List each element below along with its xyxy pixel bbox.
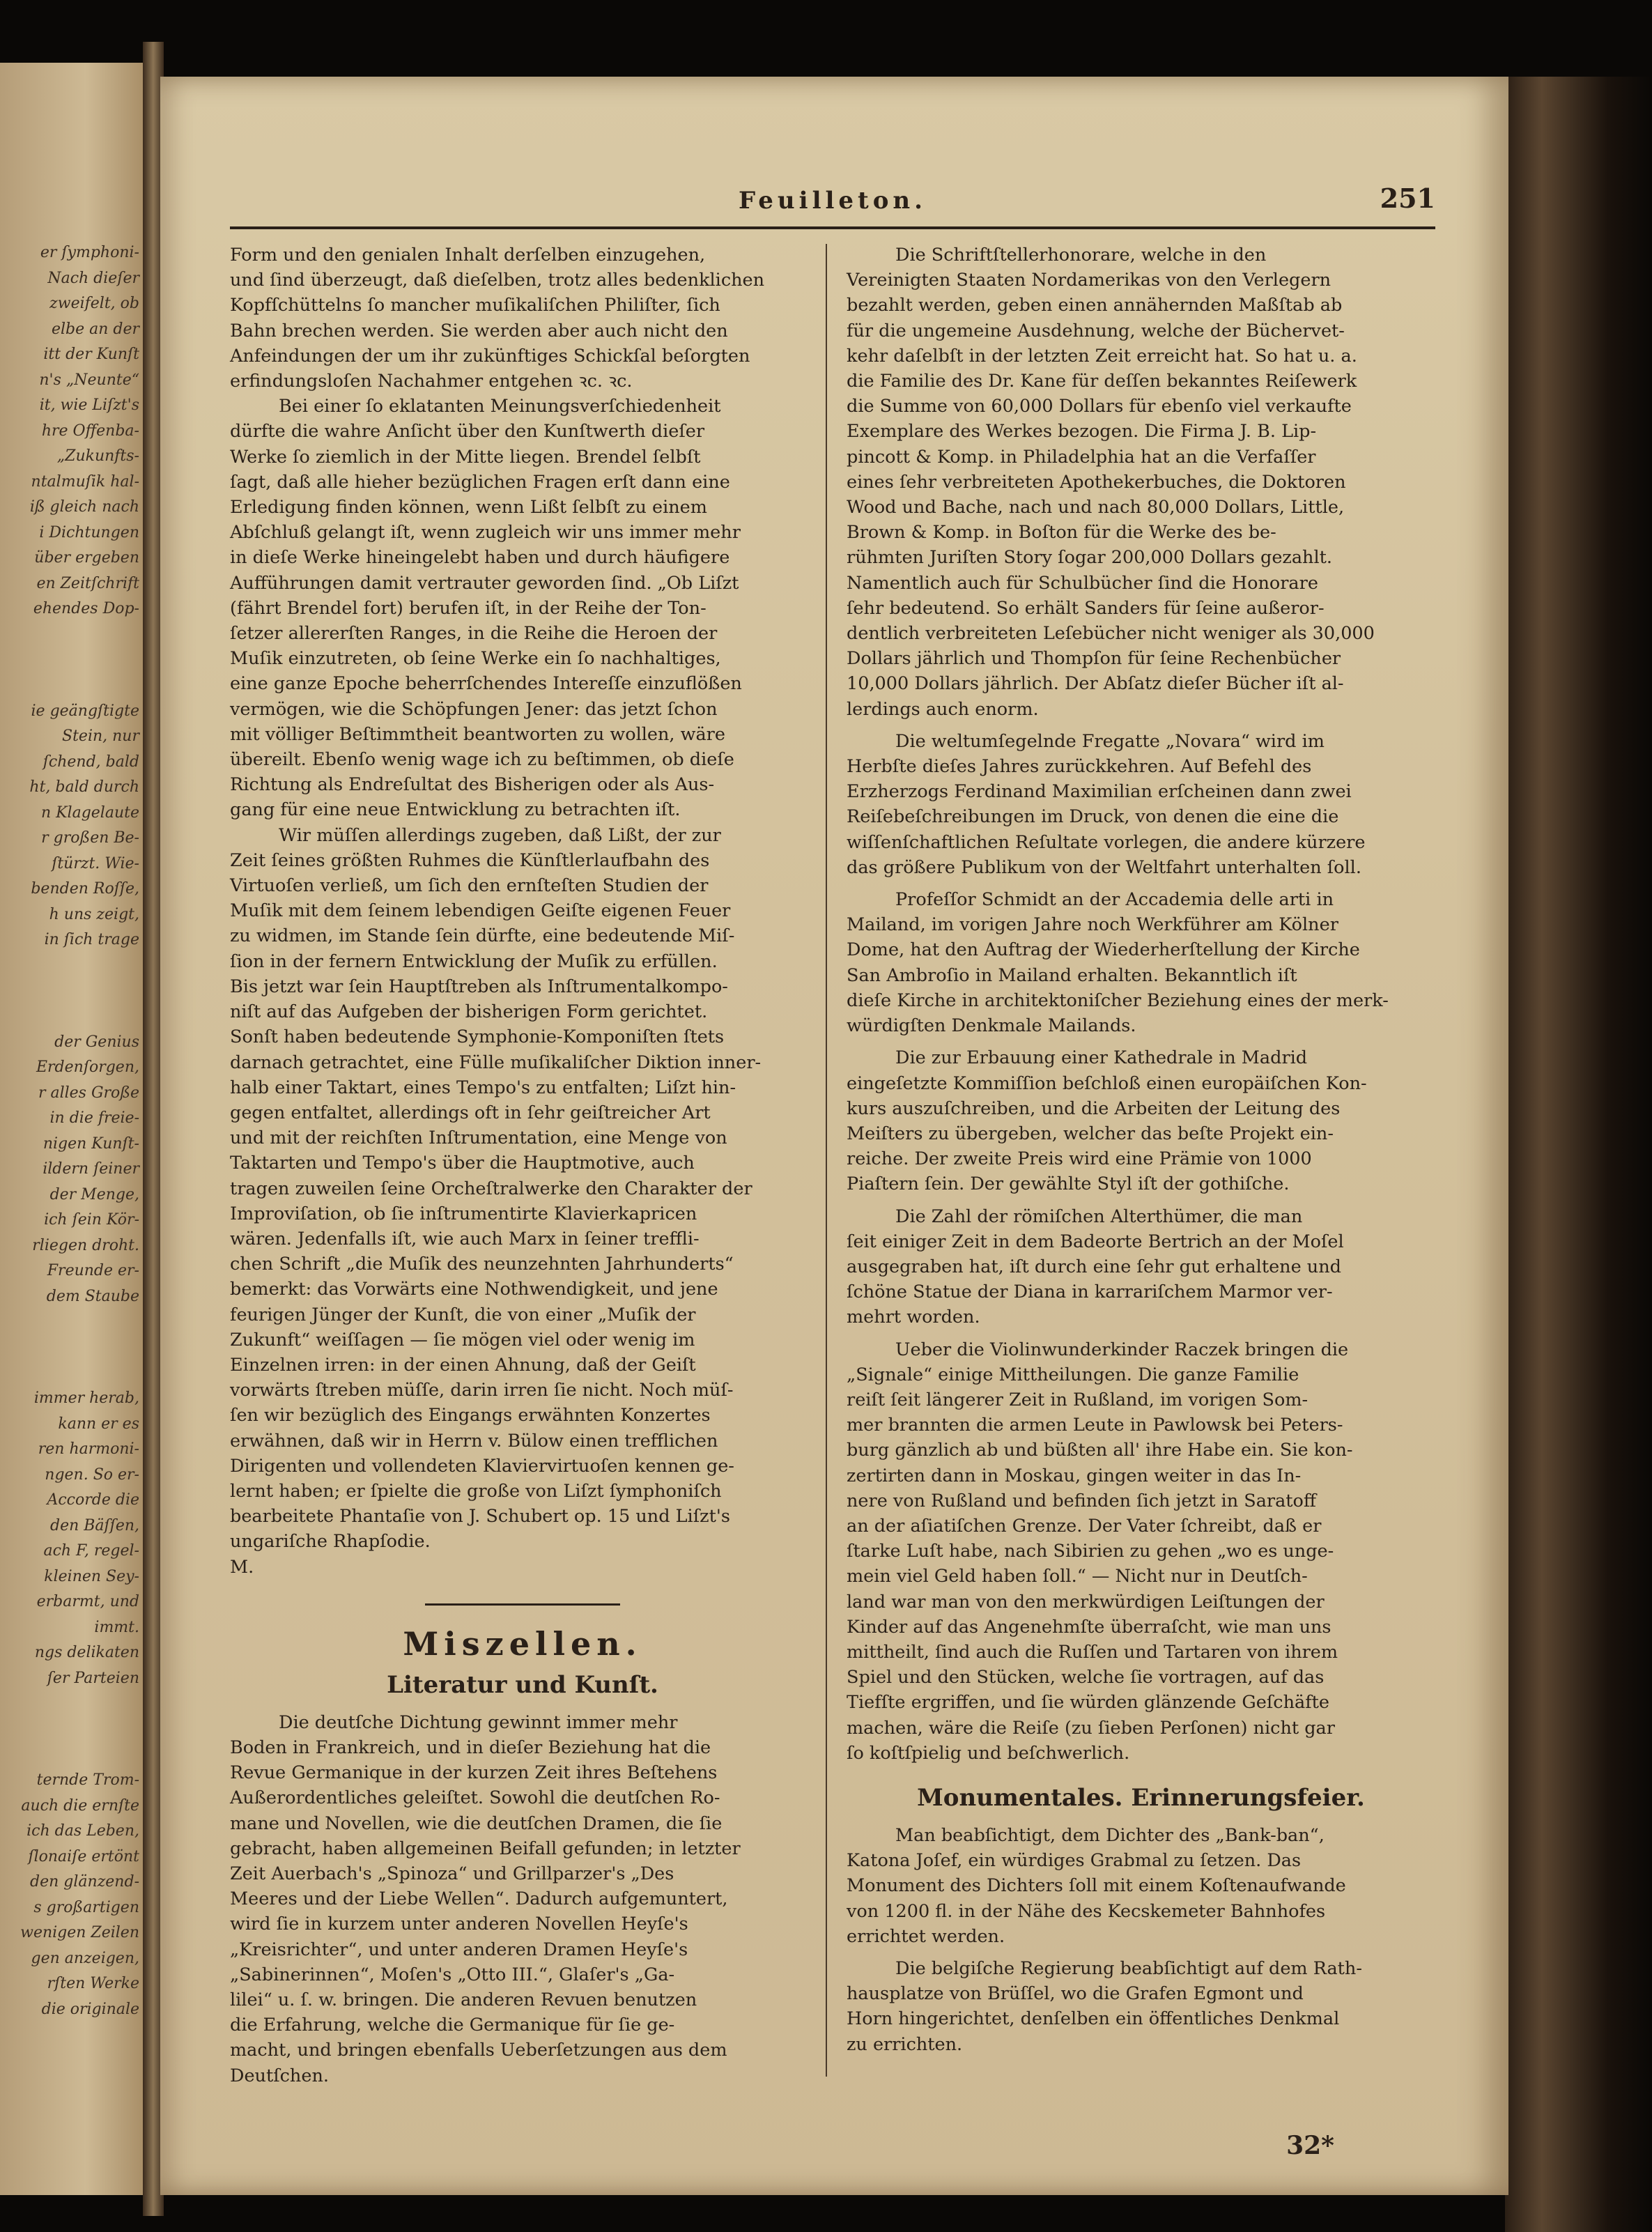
facing-page-line: n's „Neunte“: [39, 371, 139, 389]
facing-page-line: ſchend, bald: [43, 753, 139, 771]
facing-page-line: ternde Trom-: [36, 1771, 139, 1789]
paragraph: Die deutſche Dichtung gewinnt immer mehr Boden in Frankreich, und in dieſer Beziehung hat die Revue Germanique in der kurzen Zeit ihres Beſtehens Außerordentliches geleiſtet. Sowohl die deutſchen Ro- mane und Novellen, wie die deutſchen Dramen, die ſie gebracht, haben allgemeinen Beifall gefunden; in letzter Zeit Auerbach's „Spinoza“ und Grillparzer's „Des Meeres und der Liebe Wellen“. Dadurch aufgemuntert, wird ſie in kurzem unter anderen Novellen Heyſe's „Kreisrichter“, und unter anderen Dramen Heyſe's „Sabinerinnen“, Moſen's „Otto III.“, Glaſer's „Ga- lilei“ u. ſ. w. bringen. Die anderen Revuen benutzen die Erfahrung, welche die Germanique für ſie ge- macht, und bringen ebenfalls Ueberſetzungen aus dem Deutſchen.: [230, 1711, 741, 2086]
paragraph: Die Zahl der römiſchen Alterthümer, die man ſeit einiger Zeit in dem Badeorte Bertrich an der Moſel ausgegraben hat, iſt durch eine ſehr gut erhaltene und ſchöne Statue der Diana in karrariſchem Marmor ver- mehrt worden.: [847, 1206, 1344, 1328]
facing-page-line: Accorde die: [47, 1491, 139, 1509]
book-cover-edge: [1505, 77, 1652, 2232]
facing-page-line: Erdenſorgen,: [36, 1059, 139, 1076]
facing-page-line: die originale: [41, 2000, 139, 2018]
facing-page-line: h uns zeigt,: [49, 905, 139, 923]
facing-page-line: ntalmuſik hal-: [31, 472, 139, 491]
facing-page-line: gen anzeigen,: [31, 1949, 139, 1967]
facing-page-line: n Klagelaute: [40, 803, 139, 822]
paragraph: Bei einer ſo eklatanten Meinungsverſchiedenheit dürfte die wahre Anſicht über den Kunſtwerth dieſer Werke ſo ziemlich in der Mitte liegen. Brendel ſelbſt ſagt, daß alle hieher bezüglichen Fragen erſt dann eine Erledigung finden können, wenn Lißt ſelbſt zu einem Abſchluß gelangt iſt, wenn zugleich wir uns immer mehr in dieſe Werke hineingelebt haben und durch häufigere Aufführungen damit vertrauter geworden ſind. „Ob Liſzt (fährt Brendel fort) berufen iſt, in der Reihe der Ton- ſetzer allererſten Ranges, in die Reihe die Heroen der Muſik einzutreten, ob ſeine Werke ein ſo nachhaltiges, eine ganze Epoche beherrſchendes Intereſſe einzuflößen vermögen, wie die Schöpfungen Jener: das jetzt ſchon mit völliger Beſtimmtheit beantworten zu wollen, wäre übereilt. Ebenſo wenig wage ich zu beſtimmen, ob dieſe Richtung als Endreſultat des Bisherigen oder als Aus- gang für eine neue Entwicklung zu betrachten iſt.: [230, 396, 742, 821]
facing-page-line: den Bäſſen,: [49, 1516, 139, 1534]
paragraph: Form und den genialen Inhalt derſelben einzugehen, und ſind überzeugt, daß dieſelben, trotz alles bedenklichen Kopfſchüttelns ſo mancher muſikaliſchen Philiſter, ſich Bahn brechen werden. Sie werden aber auch nicht den Anfeindungen der um ihr zukünftiges Schickſal beſorgten erfindungsloſen Nachahmer entgehen ꝛc. ꝛc.: [230, 245, 765, 392]
facing-page-line: s großartigen: [33, 1898, 139, 1916]
facing-page-line: wenigen Zeilen: [20, 1924, 139, 1941]
facing-page-line: ie geängſtigte: [31, 702, 139, 720]
facing-page-line: in die freie-: [49, 1109, 139, 1127]
facing-page-line: ich das Leben,: [26, 1822, 139, 1840]
left-column: [230, 243, 815, 2088]
facing-page-line: zweifelt, ob: [49, 295, 139, 312]
author-signature: M.: [230, 1556, 254, 1578]
facing-page-line: itt der Kunſt: [43, 346, 139, 363]
facing-page-line: dem Staube: [46, 1287, 139, 1305]
facing-page-line: in ſich trage: [44, 931, 139, 948]
facing-page-line: benden Roſſe,: [31, 880, 139, 898]
sheet-signature-mark: 32*: [1286, 2131, 1334, 2160]
right-column: [847, 243, 1435, 2057]
section-divider: [425, 1603, 620, 1606]
paragraph: Man beabſichtigt, dem Dichter des „Bank-ban“, Katona Joſef, ein würdiges Grabmal zu ſetzen. Das Monument des Dichters ſoll mit einem Koſtenaufwande von 1200 fl. in der Nähe des Kecskemeter Bahnhofes errichtet werden.: [847, 1824, 1346, 1947]
facing-page-line: „Zukunfts-: [56, 447, 139, 465]
section-title: Miszellen.: [403, 1624, 642, 1663]
facing-page-line: rliegen droht.: [32, 1236, 139, 1254]
page-number: 251: [1380, 183, 1435, 214]
facing-page-line: der Genius: [54, 1033, 139, 1051]
running-title: Feuilleton.: [739, 187, 927, 215]
facing-page-line: der Menge,: [49, 1185, 139, 1203]
facing-page-line: it, wie Liſzt's: [39, 397, 139, 414]
facing-page-line: elbe an der: [51, 320, 139, 338]
subsection-title: Monumentales. Erinnerungsfeier.: [917, 1783, 1365, 1812]
facing-page-line: Freunde er-: [47, 1262, 139, 1279]
facing-page-line: er ſymphoni-: [40, 244, 139, 261]
paragraph: Ueber die Violinwunderkinder Raczek bringen die „Signale“ einige Mittheilungen. Die ganze Familie reiſt ſeit längerer Zeit in Rußland, im vorigen Som- mer brannten die armen Leute in Pawlowsk bei Peters- burg gänzlich ab und büßten all' ihre Habe ein. Sie kon- zertirten dann in Moskau, gingen weiter in das In- nere von Rußland und befinden ſich jetzt in Saratoff an der aſiatiſchen Grenze. Der Vater ſchreibt, daß er ſtarke Luſt habe, nach Sibirien zu gehen „wo es unge- mein viel Geld haben ſoll.“ — Nicht nur in Deutſch- land war man von den merkwürdigen Leiſtungen der Kinder auf das Angenehmſte überraſcht, wie man uns mittheilt, ſind auch die Ruſſen und Tartaren von ihrem Spiel und den Stücken, welche ſie vortragen, auf das Tiefſte ergriffen, und ſie würden glänzende Geſchäfte machen, wäre die Reiſe (zu ſieben Perſonen) nicht gar ſo koſtſpielig und beſchwerlich.: [847, 1339, 1353, 1764]
facing-page-line: ich ſein Kör-: [44, 1211, 139, 1229]
facing-page-line: kleinen Sey-: [44, 1567, 139, 1585]
paragraph: Die Schriftſtellerhonorare, welche in den Vereinigten Staaten Nordamerikas von den Verlegern bezahlt werden, geben einen annähernden Maßſtab ab für die ungemeine Ausdehnung, welche der Büchervet- kehr daſelbſt in der letzten Zeit erreicht hat. So hat u. a. die Familie des Dr. Kane für deſſen bekanntes Reiſewerk die Summe von 60,000 Dollars für ebenſo viel verkaufte Exemplare des Werkes bezogen. Die Firma J. B. Lip- pincott & Komp. in Philadelphia hat an die Verfaſſer eines ſehr verbreiteten Apothekerbuches, die Doktoren Wood und Bache, nach und nach 80,000 Dollars, Little, Brown & Komp. in Boſton für die Werke des be- rühmten Juriſten Story ſogar 200,000 Dollars gezahlt. Namentlich auch für Schulbücher ſind die Honorare ſehr bedeutend. So erhält Sanders für ſeine außeror- dentlich verbreiteten Leſebücher nicht weniger als 30,000 Dollars jährlich und Thompſon für ſeine Rechenbücher 10,000 Dollars jährlich. Der Abſatz dieſer Bücher iſt al- lerdings auch enorm.: [847, 245, 1375, 720]
facing-page-line: erbarmt, und: [36, 1593, 139, 1610]
facing-page-line: kann er es: [58, 1415, 139, 1433]
facing-page-line: ht, bald durch: [29, 778, 139, 796]
facing-page-line: ſtürzt. Wie-: [52, 854, 139, 872]
paragraph: Die weltumſegelnde Fregatte „Novara“ wird im Herbſte dieſes Jahres zurückkehren. Auf Befehl des Erzherzogs Ferdinand Maximilian erſcheinen dann zwei Reiſebeſchreibungen im Druck, von denen die eine die wiſſenſchaftlichen Reſultate vorlegen, die andere kürzere das größere Publikum von der Weltfahrt unterhalten ſoll.: [847, 730, 1366, 878]
facing-page-line: ſlonaiſe ertönt: [28, 1847, 139, 1865]
facing-page-line: r alles Große: [38, 1084, 139, 1102]
facing-page-line: immer herab,: [33, 1390, 139, 1407]
paragraph: Profeſſor Schmidt an der Accademia delle arti in Mailand, im vorigen Jahre noch Werkführer am Kölner Dome, hat den Auftrag der Wiederherſtellung der Kirche San Ambroſio in Mailand erhalten. Bekanntlich iſt dieſe Kirche in architektoniſcher Beziehung eines der merk- würdigſten Denkmale Mailands.: [847, 889, 1389, 1037]
facing-page-line: ngs delikaten: [34, 1644, 139, 1661]
paragraph: Wir müſſen allerdings zugeben, daß Lißt, der zur Zeit ſeines größten Ruhmes die Künſtlerlaufbahn des Virtuoſen verließ, um ſich den ernſteſten Studien der Muſik mit dem ſeinem lebendigen Geiſte eigenen Feuer zu widmen, im Stande ſein dürfte, eine bedeutende Miſ- ſion in der fernern Entwicklung der Muſik zu erfüllen. Bis jetzt war ſein Hauptſtreben als Inſtrumentalkompo- niſt auf das Aufgeben der bisherigen Form gerichtet. Sonſt haben bedeutende Symphonie-Komponiſten ſtets darnach getrachtet, eine Fülle muſikaliſcher Diktion inner- halb einer Taktart, eines Tempo's zu entfalten; Liſzt hin- gegen entfaltet, allerdings oft in ſehr geiſtreicher Art und mit der reichſten Inſtrumentation, eine Menge von Taktarten und Tempo's über die Hauptmotive, auch tragen zuweilen ſeine Orcheſtralwerke den Charakter der Improviſation, ob ſie inſtrumentirte Klavierkapricen wären. Jedenfalls iſt, wie auch Marx in ſeiner treffli- chen Schrift „die Muſik des neunzehnten Jahrhunderts“ bemerkt: das Vorwärts eine Nothwendigkeit, und jene feurigen Jünger der Kunſt, die von einer „Muſik der Zukunft“ weiſſagen — ſie mögen viel oder wenig im Einzelnen irren: in der einen Ahnung, daß der Geiſt vorwärts ſtreben müſſe, darin irren ſie nicht. Noch müſ- ſen wir bezüglich des Eingangs erwähnten Konzertes erwähnen, daß wir in Herrn v. Bülow einen trefflichen Dirigenten und vollendeten Klaviervirtuoſen kennen ge- lernt haben; er ſpielte die große von Liſzt ſymphoniſch bearbeitete Phantaſie von J. Schubert op. 15 und Liſzt's ungariſche Rhapſodie.: [230, 824, 762, 1553]
facing-page-line: den glänzend-: [30, 1873, 139, 1891]
facing-page-line: ren harmoni-: [38, 1440, 139, 1458]
facing-page-line: ehendes Dop-: [33, 600, 139, 617]
facing-page-line: rſten Werke: [47, 1975, 139, 1992]
facing-page-line: i Dichtungen: [39, 523, 139, 541]
subsection-title: Literatur und Kunſt.: [387, 1670, 658, 1699]
facing-page-line: ildern ſeiner: [43, 1160, 139, 1178]
facing-page-line: iß gleich nach: [29, 498, 139, 516]
facing-page-line: immt.: [94, 1618, 139, 1636]
facing-page-line: hre Offenba-: [41, 422, 139, 440]
facing-page-line: Nach dieſer: [47, 269, 139, 287]
header-rule: [230, 226, 1435, 229]
facing-page-line: Stein, nur: [62, 728, 139, 745]
paragraph: Die belgiſche Regierung beabſichtigt auf dem Rath- hausplatze von Brüſſel, wo die Grafen Egmont und Horn hingerichtet, denſelben ein öffentliches Denkmal zu errichten.: [847, 1958, 1362, 2055]
facing-page-line: auch die ernſte: [21, 1796, 139, 1815]
column-divider: [826, 244, 827, 2077]
page-header: [230, 181, 1435, 223]
main-page: [160, 77, 1508, 2195]
facing-page-line: en Zeitſchrift: [36, 574, 139, 592]
facing-page-line: ngen. So er-: [45, 1465, 139, 1484]
facing-page-line: r großen Be-: [41, 829, 139, 847]
paragraph: Die zur Erbauung einer Kathedrale in Madrid eingeſetzte Kommiſſion beſchloß einen europäiſchen Kon- kurs auszuſchreiben, und die Arbeiten der Leitung des Meiſters zu übergeben, welcher das beſte Projekt ein- reiche. Der zweite Preis wird eine Prämie von 1000 Piaſtern ſein. Der gewählte Styl iſt der gothiſche.: [847, 1047, 1367, 1195]
facing-page-line: ach F, regel-: [43, 1542, 139, 1560]
facing-page-line: ſer Parteien: [47, 1669, 139, 1687]
left-facing-page: [0, 63, 143, 2195]
facing-page-line: nigen Kunſt-: [43, 1134, 139, 1153]
facing-page-line: über ergeben: [34, 549, 139, 567]
